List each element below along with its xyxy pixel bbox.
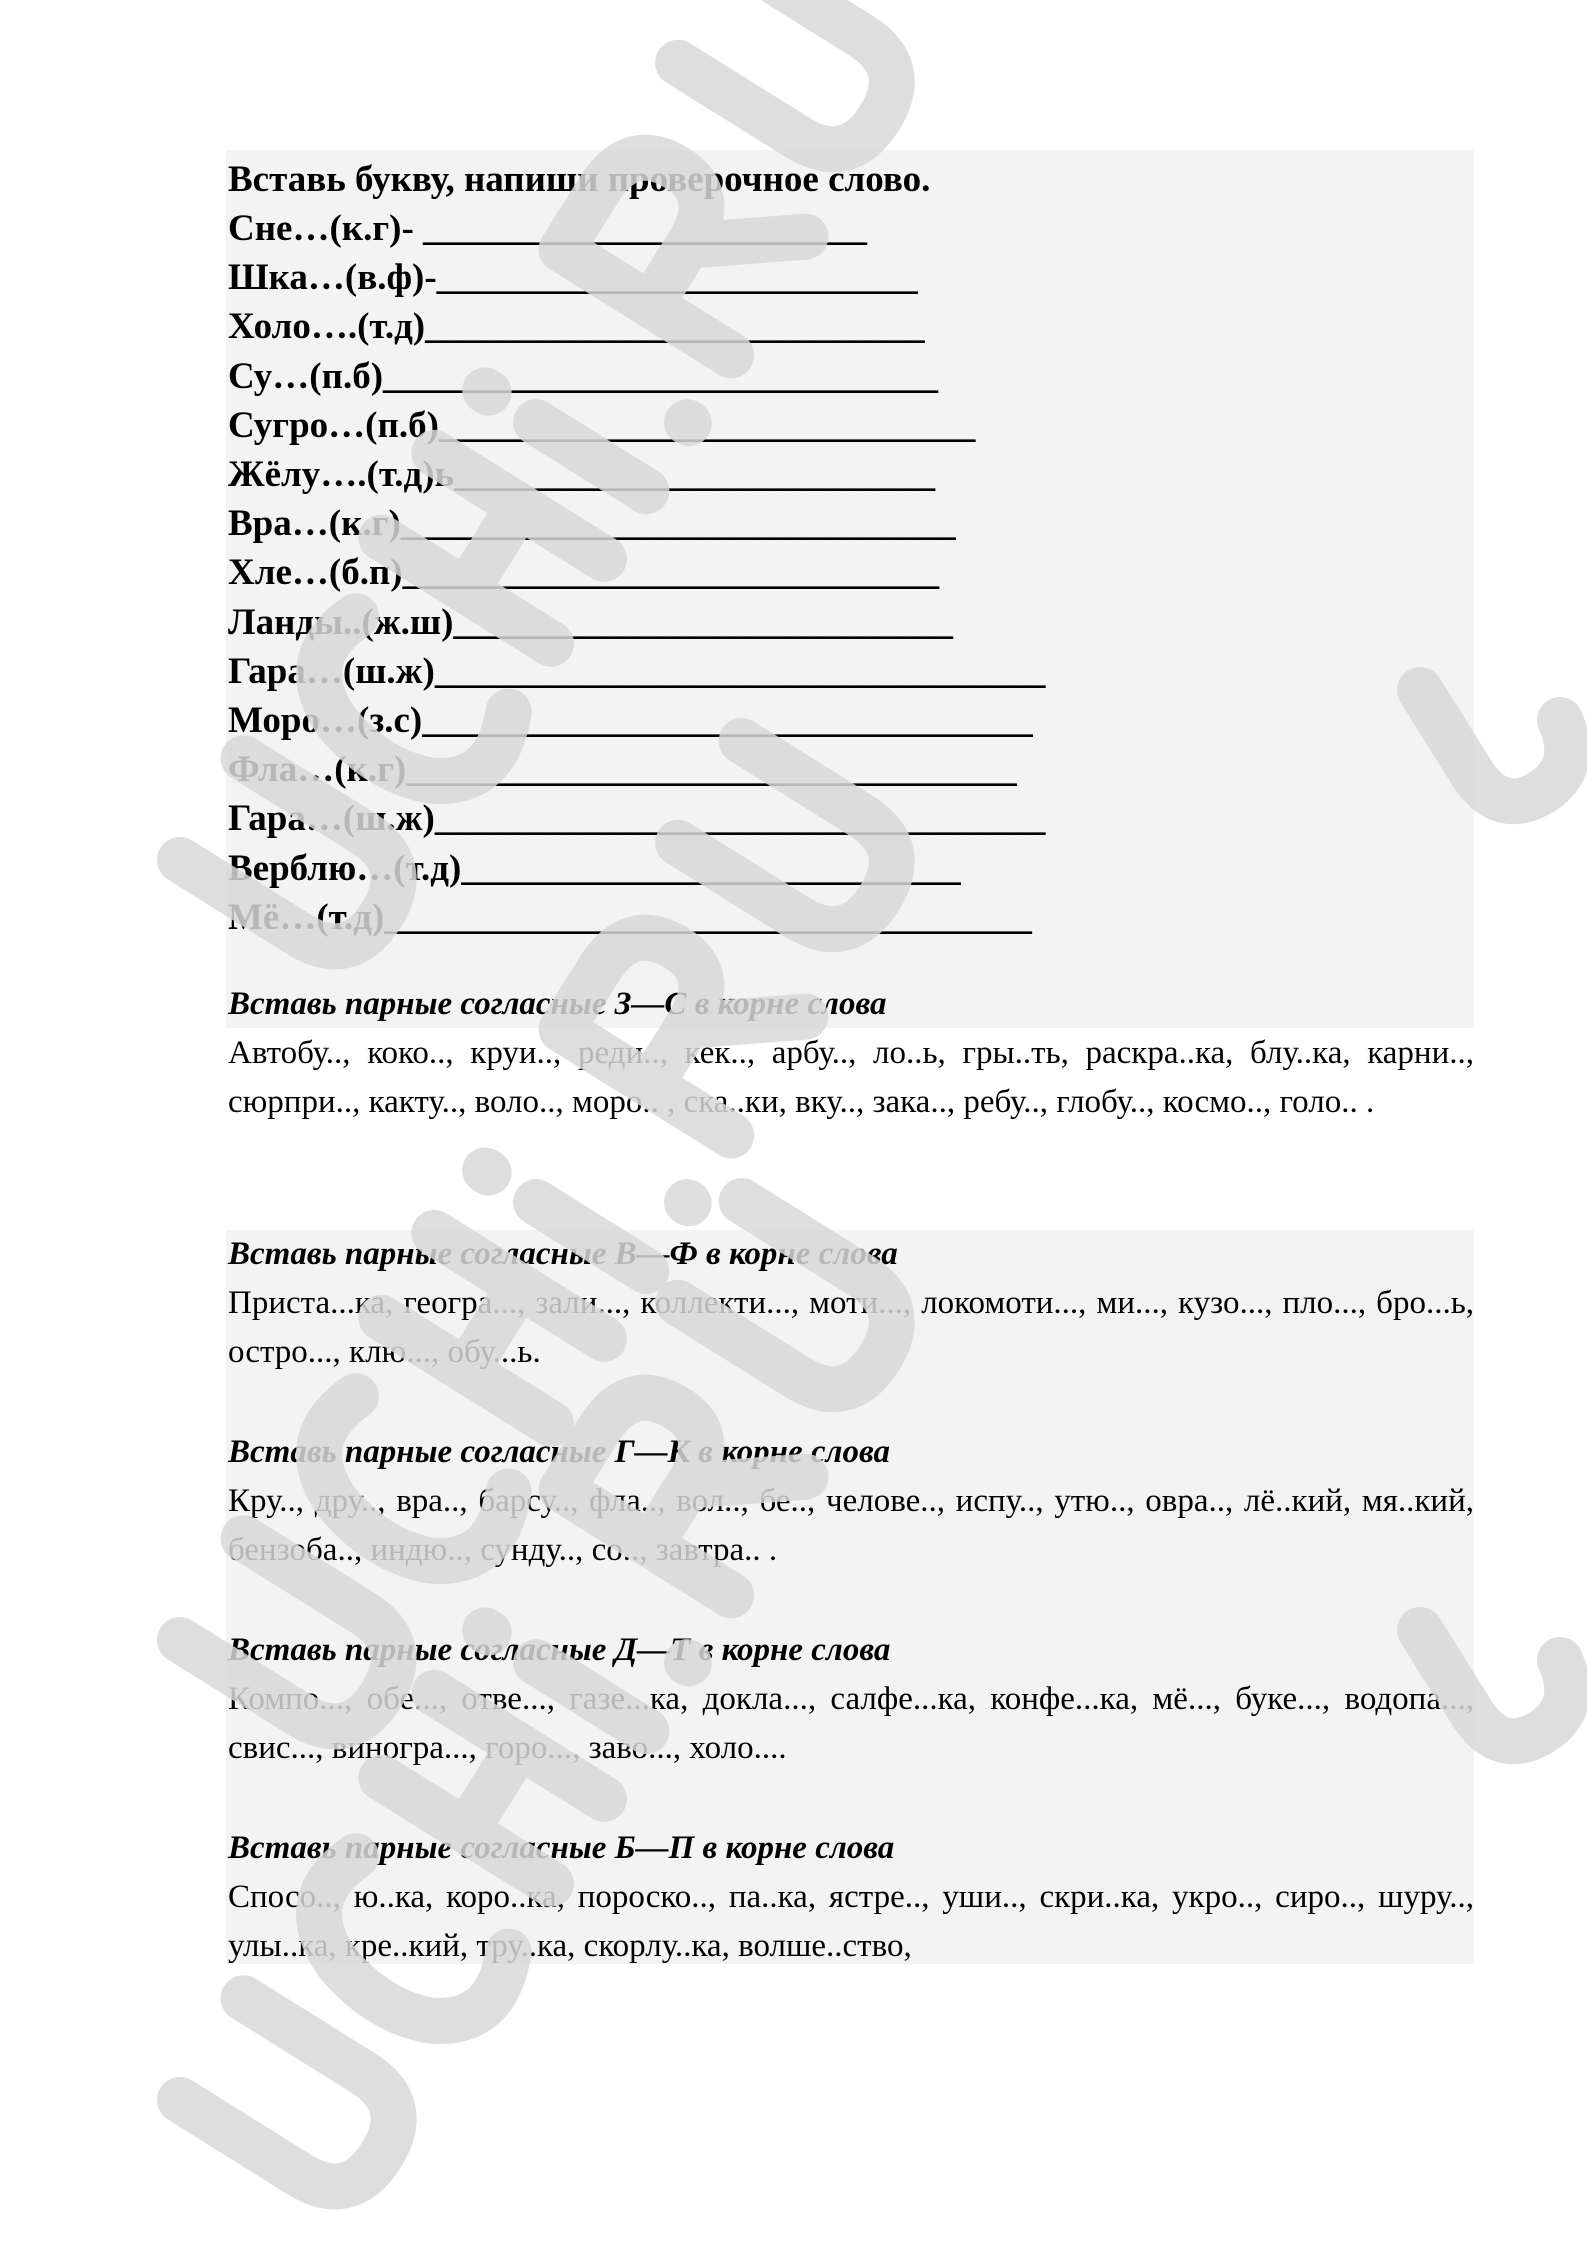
section-d-t — [226, 1626, 1474, 1776]
section-title: Вставь парные согласные Г—К в корне слова — [228, 1434, 890, 1470]
section-title: Вставь парные согласные В—Ф в корне слова — [228, 1236, 898, 1272]
exercise1-title: Вставь букву, напиши проверочное слово. — [228, 159, 931, 200]
section-title: Вставь парные согласные З—С в корне слова — [228, 986, 887, 1022]
section-body: Компо..., обе..., отве..., газе...ка, докла..., салфе...ка, конфе...ка, мё..., буке..., водопа..., свис..., виногра..., горо..., заво..., холо.... — [228, 1681, 1474, 1766]
section-body: Спосо.., ю..ка, коро..ка, пороско.., па..ка, ястре.., уши.., скри..ка, укро.., сиро.., шуру.., улы..ка, кре..кий, тру..ка, скорлу..ка, волше..ство, — [228, 1879, 1474, 1964]
exercise-line: Хле…(б.п)_____________________________ — [228, 552, 940, 594]
exercise-line: Фла…(к.г)_________________________________ — [228, 749, 1017, 791]
exercise-line: Холо….(т.д)___________________________ — [228, 306, 925, 348]
exercise1-block — [226, 150, 1474, 1028]
exercise1-lines — [226, 204, 1474, 942]
exercise-line: Вра…(к.г)______________________________ — [228, 503, 956, 545]
exercise-line: Шка…(в.ф)-__________________________ — [228, 257, 918, 299]
section-g-k — [226, 1428, 1474, 1578]
exercise-line: Моро…(з.с)_________________________________ — [228, 700, 1033, 742]
exercise-line: Жёлу….(т.д)ь__________________________ — [228, 454, 936, 496]
section-body: Приста...ка, геогра..., зали..., коллекти..., моти..., локомоти..., ми..., кузо..., пло..., бро...ь, остро..., клю..., обу...ь. — [228, 1285, 1474, 1370]
section-b-p — [226, 1824, 1474, 1964]
exercise-line: Гара…(ш.ж)_________________________________ — [228, 650, 1046, 692]
exercise-line: Сне…(к.г)- ________________________ — [228, 208, 868, 249]
exercise-line: Верблю…(т.д)___________________________ — [228, 847, 961, 889]
section-body: Автобу.., коко.., круи.., реди.., кек.., арбу.., ло..ь, гры..ть, раскра..ка, блу..ка, карни.., сюрпри.., какту.., воло.., моро.. , ска..ки, вку.., зака.., ребу.., глобу.., космо.., голо.. . — [228, 1035, 1474, 1120]
exercise-line: Гара…(ш.ж)_________________________________ — [228, 798, 1046, 840]
section-z-s — [226, 980, 1474, 1180]
exercise-line: Мё…(т.д)___________________________________ — [228, 896, 1032, 938]
section-body: Кру.., дру.., вра.., барсу.., фла.., вол.., бе.., челове.., испу.., утю.., овра.., лё..кий, мя..кий, бензоба.., индю.., сунду.., со.., завтра.. . — [228, 1483, 1474, 1568]
section-v-f — [226, 1230, 1474, 1380]
exercise-line: Су…(п.б)______________________________ — [228, 355, 939, 397]
exercise-line: Сугро…(п.б)_____________________________ — [228, 404, 976, 446]
exercise-line: Ланды..(ж.ш)___________________________ — [228, 601, 953, 643]
section-title: Вставь парные согласные Д—Т в корне слова — [228, 1632, 891, 1668]
section-title: Вставь парные согласные Б—П в корне слова — [228, 1830, 895, 1866]
